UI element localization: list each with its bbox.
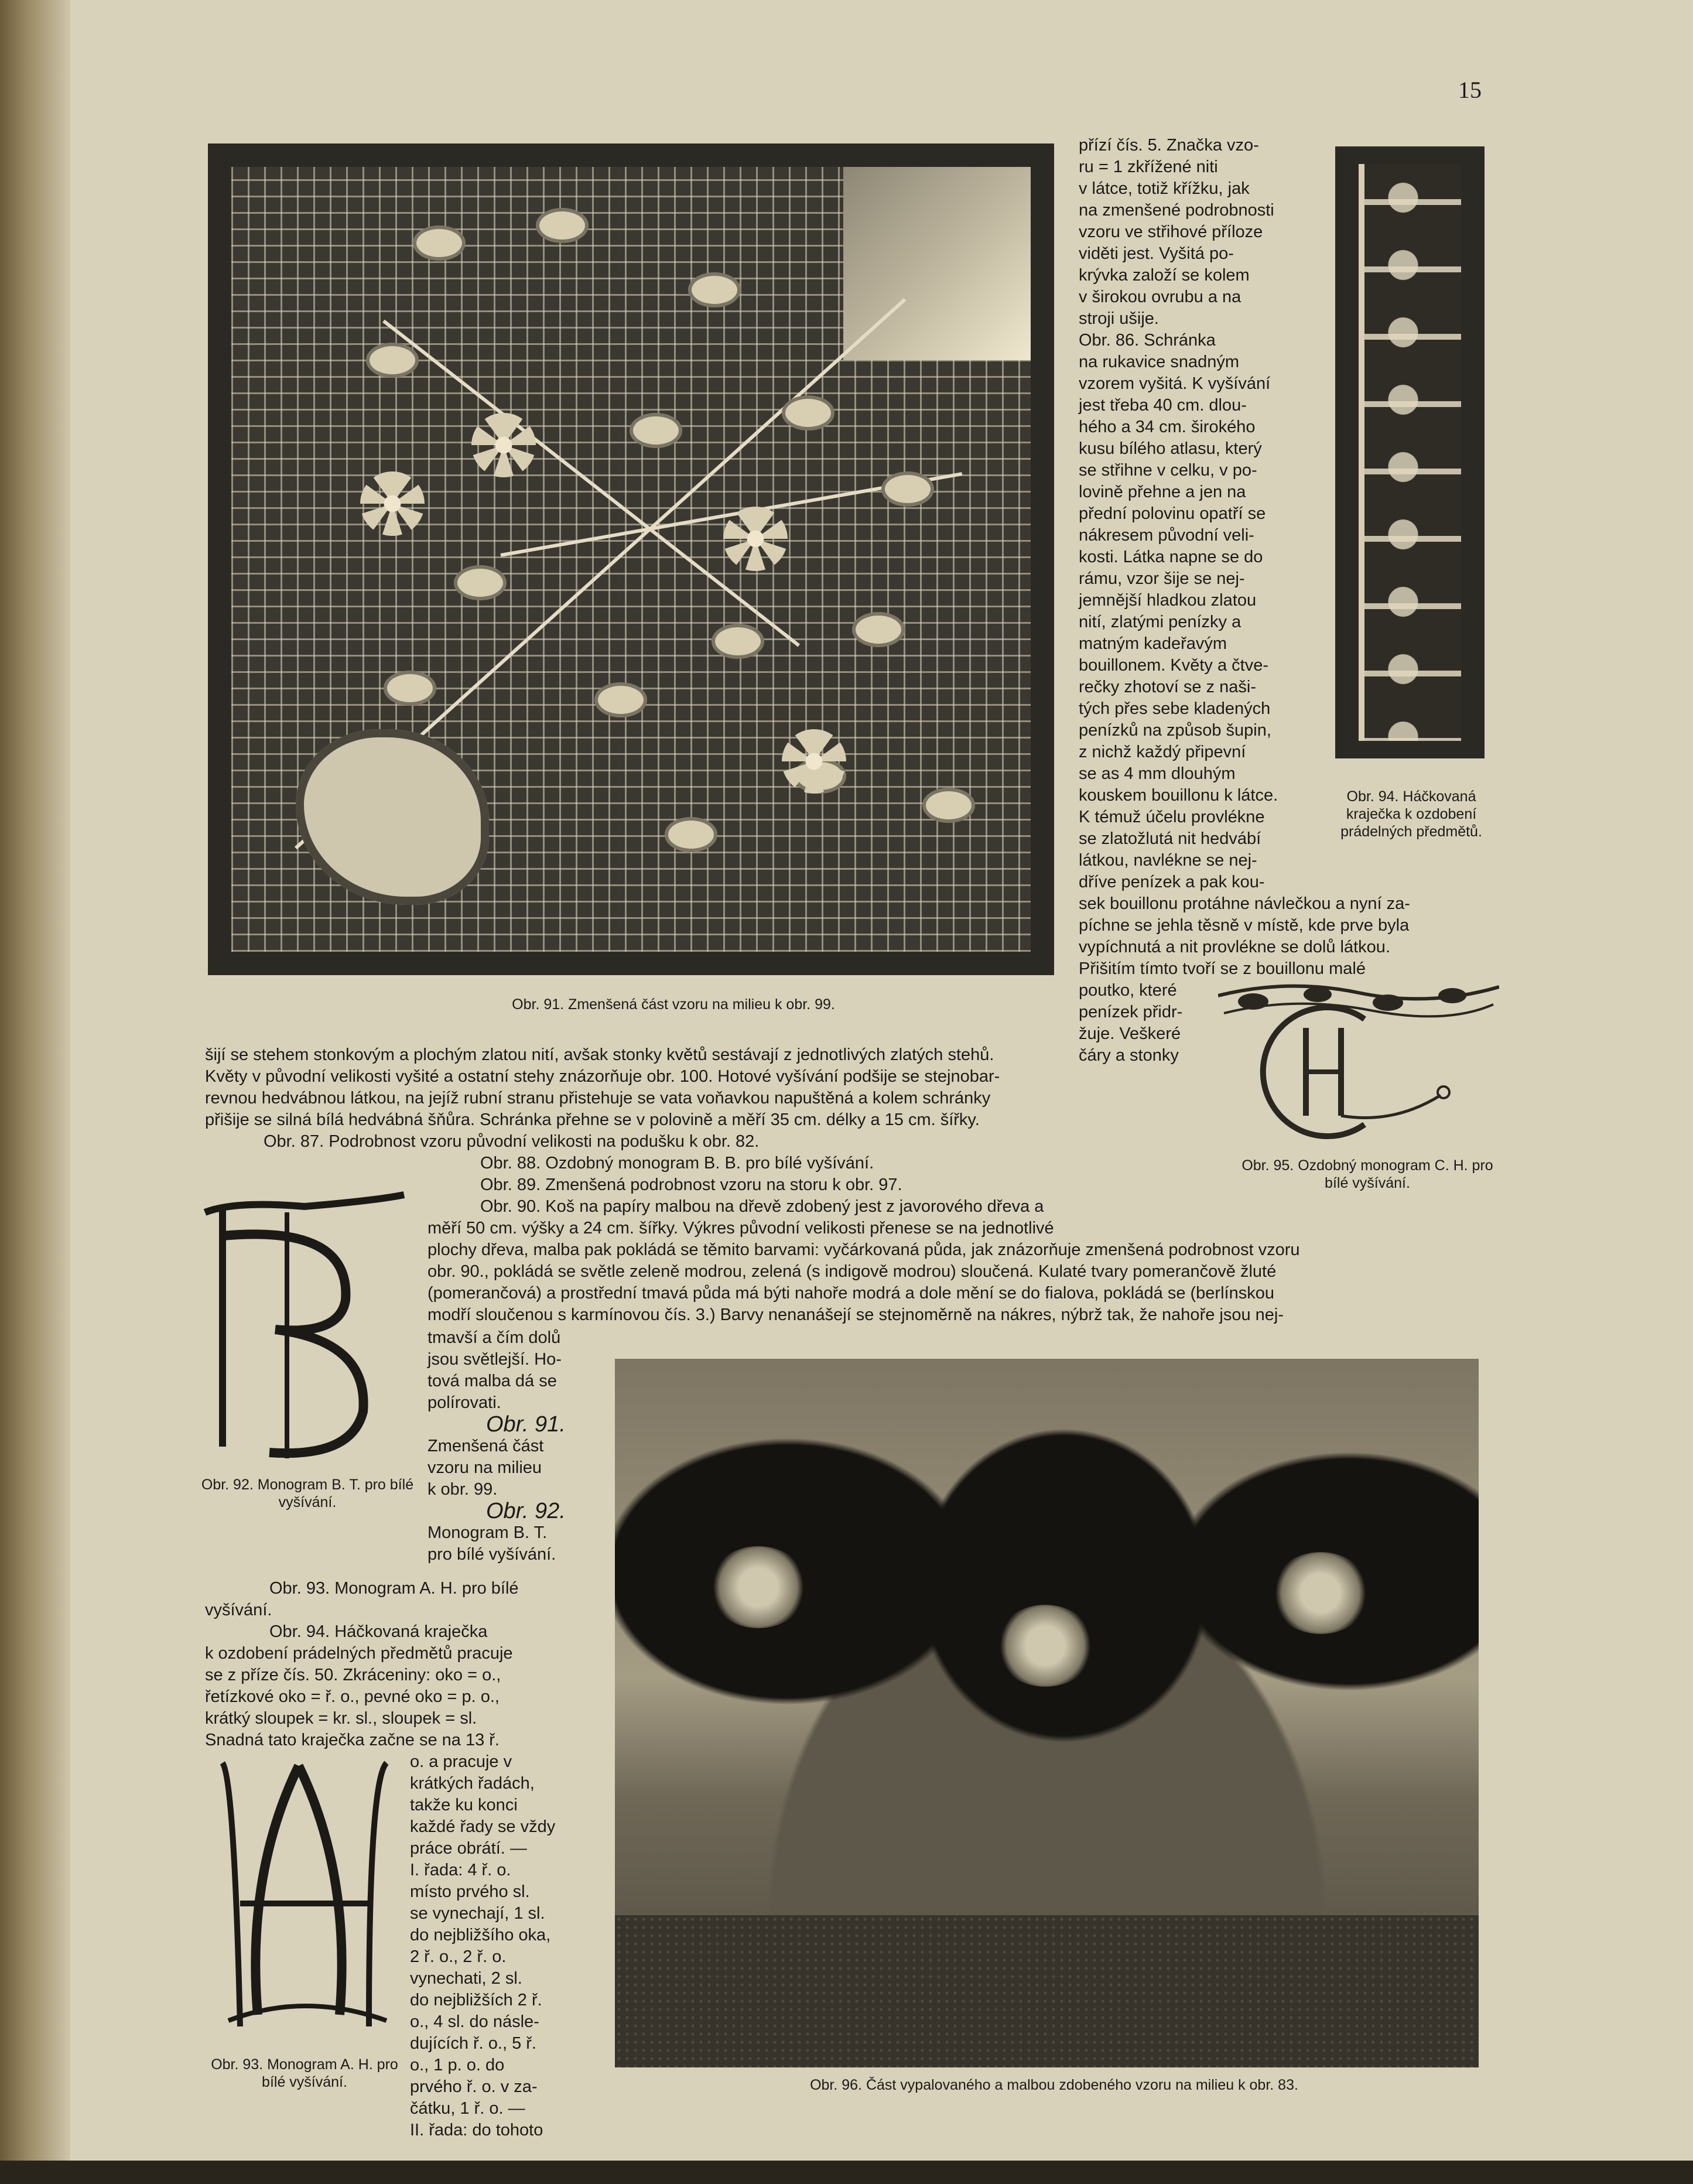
text-line: krátký sloupek = kr. sl., sloupek = sl. bbox=[205, 1709, 477, 1728]
text-line: každé řady se vždy bbox=[410, 1817, 556, 1836]
text-line: jemnější hladkou zlatou bbox=[1079, 591, 1257, 610]
text-line: nití, zlatými penízky a bbox=[1079, 613, 1241, 631]
text-line: do nejbližších 2 ř. bbox=[410, 1991, 542, 2009]
text-line: hého a 34 cm. širokého bbox=[1079, 418, 1256, 436]
text-line: II. řada: do tohoto bbox=[410, 2121, 543, 2139]
figure-96-lace-photo bbox=[615, 1359, 1479, 2067]
figure-92-caption: Obr. 92. Monogram B. T. pro bílé vyšívání. bbox=[201, 1476, 414, 1510]
text-line: píchne se jehla těsně v místě, kde prve byla bbox=[1079, 916, 1410, 935]
text-line: přízí čís. 5. Značka vzo- bbox=[1079, 136, 1259, 155]
text-line: měří 50 cm. výšky a 24 cm. šířky. Výkres původní velikosti přenese se na jednotlivé bbox=[427, 1219, 1054, 1238]
figure-94-crochet-lace bbox=[1335, 146, 1485, 758]
text-line: nákresem původní veli- bbox=[1079, 526, 1254, 545]
text-line: penízků na způsob šupin, bbox=[1079, 721, 1271, 740]
text-line: jest třeba 40 cm. dlou- bbox=[1079, 396, 1247, 415]
figure-95-caption: Obr. 95. Ozdobný monogram C. H. pro bílé vyšívání. bbox=[1241, 1157, 1493, 1191]
text-line: ru = 1 zkřížené niti bbox=[1079, 158, 1218, 176]
text-line: kusu bílého atlasu, který bbox=[1079, 439, 1262, 458]
text-line: přišije se silná bílá hedvábná šňůra. Schránka přehne se v polovině a měří 35 cm. délky a 15 cm. šířky. bbox=[205, 1110, 980, 1129]
text-line: Obr. 87. Podrobnost vzoru původní velikosti na podušku k obr. 82. bbox=[264, 1132, 760, 1151]
text-line: řetízkové oko = ř. o., pevné oko = p. o., bbox=[205, 1687, 500, 1706]
text-line: dujících ř. o., 5 ř. bbox=[410, 2034, 536, 2053]
text-line: modří sloučenou s karmínovou čís. 3.) Barvy nenanášejí se stejnoměrně na nákres, nýbrž tak, že nahoře jsou nej- bbox=[427, 1305, 1284, 1324]
text-line: Obr. 92. bbox=[486, 1499, 566, 1523]
text-line: v látce, totiž křížku, jak bbox=[1079, 179, 1250, 198]
text-line: plochy dřeva, malba pak pokládá se těmito barvami: vyčárkovaná půda, jak znázorňuje zmenšená podrobnost vzoru bbox=[427, 1240, 1300, 1259]
text-line: revnou hedvábnou látkou, na jejíž rubní stranu přistehuje se vata voňavkou napuštěná a kolem schránky bbox=[205, 1089, 991, 1108]
text-line: takže ku konci bbox=[410, 1796, 518, 1814]
text-line: Obr. 94. Háčkovaná kraječka bbox=[269, 1622, 488, 1641]
text-line: Obr. 88. Ozdobný monogram B. B. pro bílé vyšívání. bbox=[480, 1154, 874, 1173]
text-line: Zmenšená část bbox=[427, 1437, 544, 1455]
text-line: (pomerančová) a prostřední tmavá půda má býti nahoře modrá a dole mění se do fialova, pokládá se (berlínskou bbox=[427, 1284, 1274, 1303]
text-line: o. a pracuje v bbox=[410, 1752, 512, 1771]
figure-96-caption: Obr. 96. Část vypalovaného a malbou zdobeného vzoru na milieu k obr. 83. bbox=[810, 2077, 1298, 2093]
page-bottom-edge bbox=[0, 2161, 1693, 2184]
text-line: tová malba dá se bbox=[427, 1372, 557, 1390]
text-line: čátku, 1 ř. o. — bbox=[410, 2099, 525, 2118]
text-line: krývka založí se kolem bbox=[1079, 266, 1250, 285]
text-line: kouskem bouillonu k látce. bbox=[1079, 786, 1278, 805]
figure-94-caption: Obr. 94. Háčkovaná kraječka k ozdobení prádelných předmětů. bbox=[1340, 788, 1482, 840]
text-line: se as 4 mm dlouhým bbox=[1079, 764, 1236, 783]
text-line: na zmenšené podrobnosti bbox=[1079, 201, 1274, 220]
text-wide-block bbox=[427, 1218, 1499, 1326]
text-line: čáry a stonky bbox=[1079, 1046, 1179, 1065]
text-line: stroji ušije. bbox=[1079, 309, 1159, 328]
text-left-block bbox=[205, 1578, 603, 1751]
text-right-wide bbox=[1079, 893, 1500, 980]
text-line: lovině přehne a jen na bbox=[1079, 483, 1246, 501]
text-line: se vynechají, 1 sl. bbox=[410, 1904, 545, 1923]
text-line: v širokou ovrubu a na bbox=[1079, 288, 1241, 306]
text-line: se z příze čís. 50. Zkráceniny: oko = o., bbox=[205, 1666, 501, 1684]
text-line: pro bílé vyšívání. bbox=[427, 1545, 556, 1564]
text-line: dříve penízek a pak kou- bbox=[1079, 873, 1265, 891]
text-line: Monogram B. T. bbox=[427, 1523, 548, 1542]
text-line: šijí se stehem stonkovým a plochým zlatou nití, avšak stonky květů sestávají z jednotlivých zlatých stehů. bbox=[205, 1045, 994, 1064]
figure-91-lace-pattern bbox=[208, 143, 1054, 975]
figure-95-monogram-ch bbox=[1218, 978, 1499, 1142]
figure-92-monogram-bt bbox=[199, 1189, 416, 1464]
text-narrow-column bbox=[427, 1327, 597, 1566]
text-line: Snadná tato kraječka začne se na 13 ř. bbox=[205, 1731, 500, 1749]
text-line: rečky zhotoví se z naši- bbox=[1079, 678, 1256, 696]
text-line: do nejbližšího oka, bbox=[410, 1926, 551, 1944]
text-line: Obr. 86. Schránka bbox=[1079, 331, 1216, 350]
text-line: práce obrátí. — bbox=[410, 1839, 527, 1858]
figure-91-caption: Obr. 91. Zmenšená část vzoru na milieu k obr. 99. bbox=[512, 996, 835, 1013]
text-line: se zlatožlutá nit hedvábí bbox=[1079, 829, 1261, 848]
book-gutter bbox=[0, 0, 70, 2184]
text-line: látkou, navlékne se nej- bbox=[1079, 851, 1257, 870]
figure-93-caption: Obr. 93. Monogram A. H. pro bílé vyšívání. bbox=[211, 2056, 398, 2090]
text-left-column-bottom bbox=[410, 1751, 603, 2141]
text-line: kosti. Látka napne se do bbox=[1079, 548, 1263, 566]
text-line: Obr. 90. Koš na papíry malbou na dřevě zdobený jest z javorového dřeva a bbox=[480, 1197, 1044, 1216]
text-line: k obr. 99. bbox=[427, 1480, 498, 1499]
text-line: vypíchnutá a nit provlékne se dolů látkou. bbox=[1079, 938, 1390, 956]
text-line: tých přes sebe kladených bbox=[1079, 699, 1271, 718]
text-line: viděti jest. Vyšitá po- bbox=[1079, 244, 1234, 263]
text-line: vyšívání. bbox=[205, 1601, 272, 1619]
text-line: vzoru na milieu bbox=[427, 1458, 542, 1477]
text-line: přední polovinu opatří se bbox=[1079, 504, 1266, 523]
text-line: obr. 90., pokládá se světle zeleně modrou, zelená (s indigově modrou) sloučená. Kulaté tvary pomerančově žluté bbox=[427, 1262, 1277, 1281]
text-line: vzoru ve střihové příloze bbox=[1079, 223, 1263, 241]
text-line: I. řada: 4 ř. o. bbox=[410, 1861, 511, 1879]
text-line: Obr. 89. Zmenšená podrobnost vzoru na storu k obr. 97. bbox=[480, 1175, 902, 1194]
text-line: prvého ř. o. v za- bbox=[410, 2077, 538, 2096]
text-line: penízek přidr- bbox=[1079, 1003, 1183, 1021]
text-line: krátkých řadách, bbox=[410, 1774, 535, 1793]
text-line: sek bouillonu protáhne návlečkou a nyní za- bbox=[1079, 894, 1410, 913]
text-line: K témuž účelu provlékne bbox=[1079, 808, 1265, 826]
text-line: Obr. 93. Monogram A. H. pro bílé bbox=[269, 1579, 519, 1598]
text-line: o., 4 sl. do násle- bbox=[410, 2012, 539, 2031]
text-line: tmavší a čím dolů bbox=[427, 1328, 561, 1347]
text-line: polírovati. bbox=[427, 1393, 501, 1412]
text-mid-block bbox=[480, 1153, 1241, 1218]
text-line: z nichž každý připevní bbox=[1079, 743, 1246, 761]
text-line: žuje. Veškeré bbox=[1079, 1024, 1181, 1043]
text-line: poutko, které bbox=[1079, 981, 1177, 1000]
text-line: Obr. 91. bbox=[486, 1412, 566, 1437]
text-full-width-1 bbox=[205, 1044, 1230, 1153]
text-line: 2 ř. o., 2 ř. o. bbox=[410, 1947, 507, 1966]
text-line: Květy v původní velikosti vyšité a ostatní stehy znázorňuje obr. 100. Hotové vyšívání podšije se stejnobar- bbox=[205, 1067, 1000, 1086]
text-line: Přišitím tímto tvoří se z bouillonu malé bbox=[1079, 959, 1366, 978]
text-column-right-top bbox=[1079, 135, 1310, 893]
page-number: 15 bbox=[1458, 77, 1482, 103]
text-line: bouillonem. Květy a čtve- bbox=[1079, 656, 1268, 675]
text-line: o., 1 p. o. do bbox=[410, 2056, 505, 2074]
text-line: matným kadeřavým bbox=[1079, 634, 1227, 653]
text-line: na rukavice snadným bbox=[1079, 353, 1240, 371]
text-line: se střihne v celku, v po- bbox=[1079, 461, 1257, 480]
text-line: vzorem vyšitá. K vyšívání bbox=[1079, 374, 1271, 393]
text-line: jsou světlejší. Ho- bbox=[427, 1350, 562, 1369]
text-line: místo prvého sl. bbox=[410, 1882, 530, 1901]
text-line: vynechati, 2 sl. bbox=[410, 1969, 522, 1988]
text-line: rámu, vzor šije se nej- bbox=[1079, 569, 1245, 588]
text-line: k ozdobení prádelných předmětů pracuje bbox=[205, 1644, 513, 1663]
figure-93-monogram-ah bbox=[211, 1757, 404, 2032]
